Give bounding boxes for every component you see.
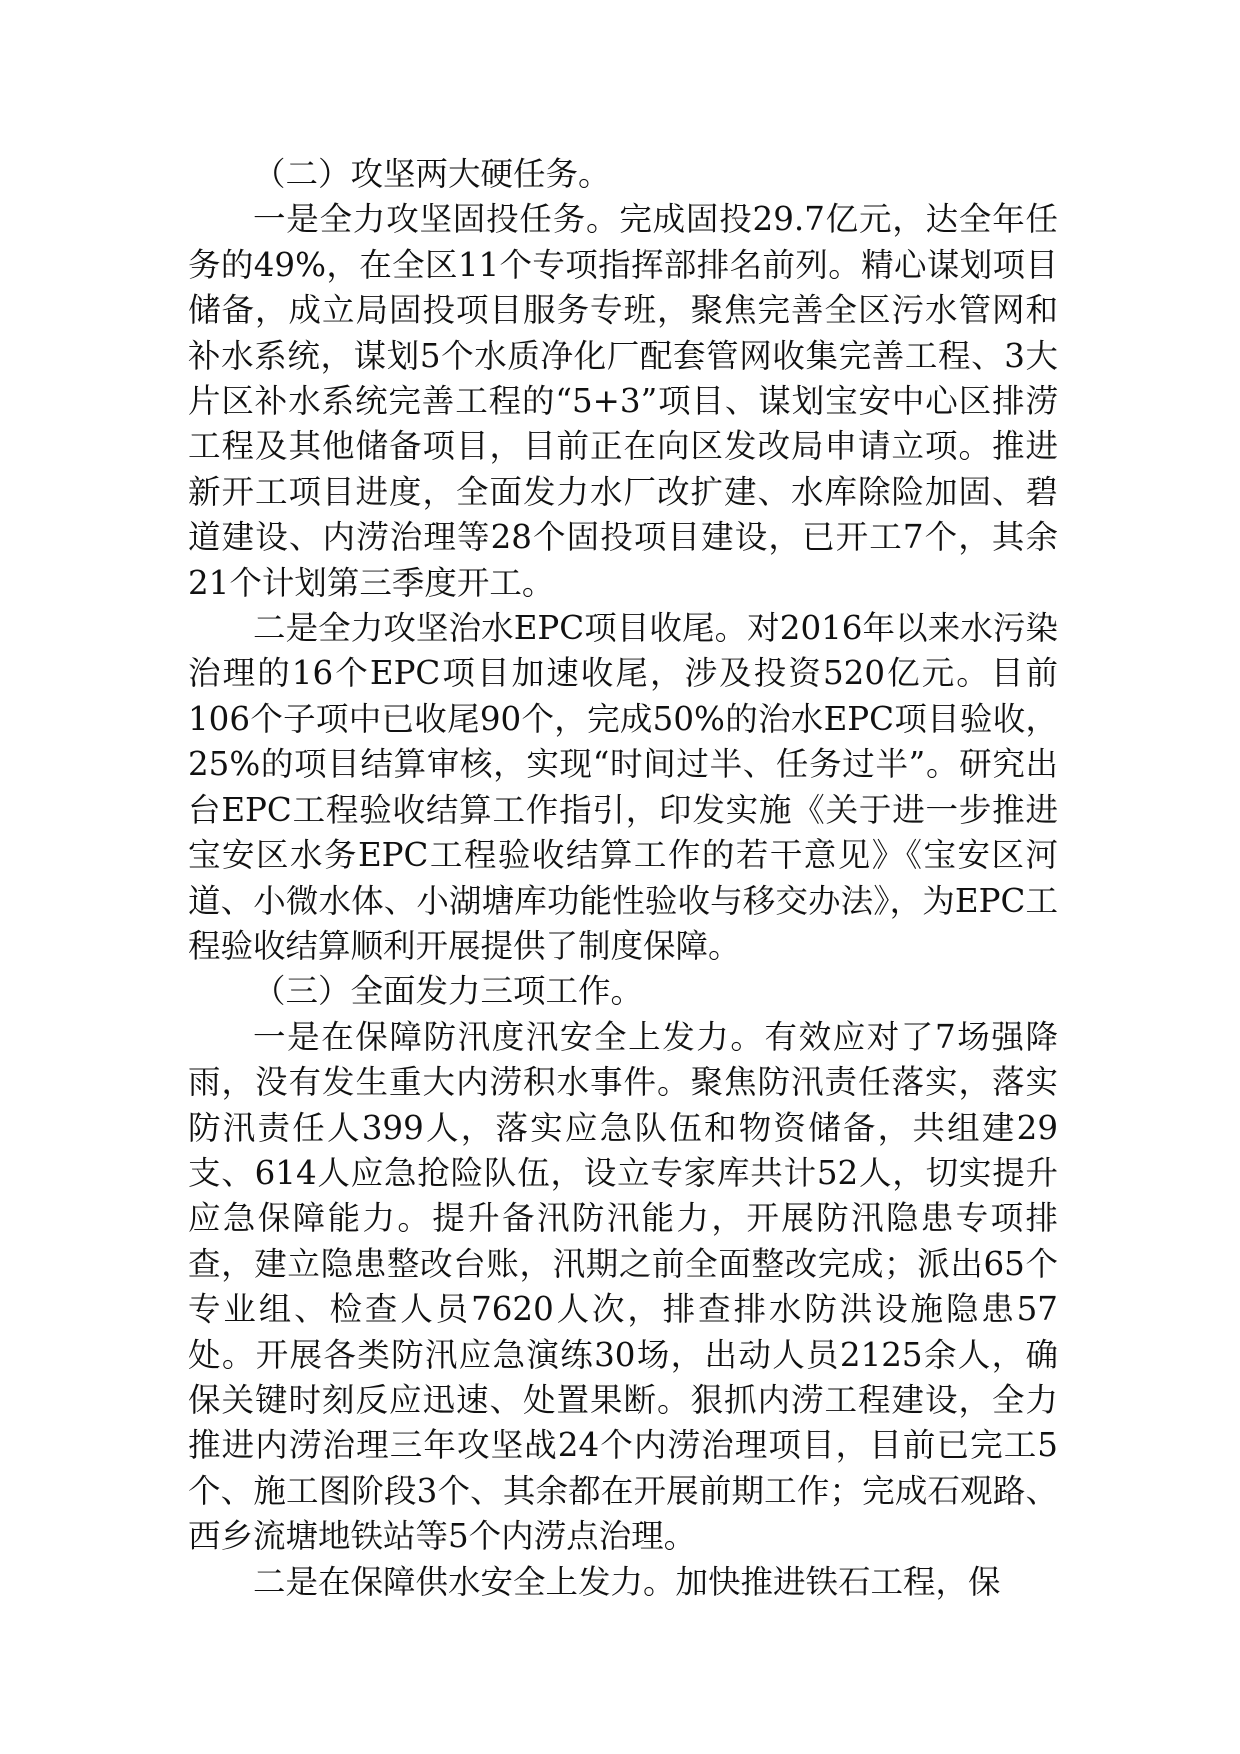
document-body [188, 152, 1058, 1605]
body-paragraph: 一是在保障防汛度汛安全上发力。有效应对了7场强降雨，没有发生重大内涝积水事件。聚焦防汛责任落实，落实防汛责任人399人，落实应急队伍和物资储备，共组建29支、614人应急抢险队伍，设立专家库共计52人，切实提升应急保障能力。提升备汛防汛能力，开展防汛隐患专项排查，建立隐患整改台账，汛期之前全面整改完成；派出65个专业组、检查人员7620人次，排查排水防洪设施隐患57处。开展各类防汛应急演练30场，出动人员2125余人，确保关键时刻反应迅速、处置果断。狠抓内涝工程建设，全力推进内涝治理三年攻坚战24个内涝治理项目，目前已完工5个、施工图阶段3个、其余都在开展前期工作；完成石观路、西乡流塘地铁站等5个内涝点治理。 [188, 1017, 1058, 1556]
section-heading: （二）攻坚两大硬任务。 [253, 155, 611, 193]
body-paragraph: 二是在保障供水安全上发力。加快推进铁石工程，保 [253, 1562, 1001, 1601]
section-heading: （三）全面发力三项工作。 [253, 972, 644, 1011]
body-paragraph: 二是全力攻坚治水EPC项目收尾。对2016年以来水污染治理的16个EPC项目加速收尾，涉及投资520亿元。目前106个子项中已收尾90个，完成50%的治水EPC项目验收，25%的项目结算审核，实现“时间过半、任务过半”。研究出台EPC工程验收结算工作指引，印发实施《关于进一步推进宝安区水务EPC工程验收结算工作的若干意见》《宝安区河道、小微水体、小湖塘库功能性验收与移交办法》，为EPC工程验收结算顺利开展提供了制度保障。 [188, 609, 1058, 965]
body-paragraph: 一是全力攻坚固投任务。完成固投29.7亿元，达全年任务的49%，在全区11个专项指挥部排名前列。精心谋划项目储备，成立局固投项目服务专班，聚焦完善全区污水管网和补水系统，谋划5个水质净化厂配套管网收集完善工程、3大片区补水系统完善工程的“5+3”项目、谋划宝安中心区排涝工程及其他储备项目，目前正在向区发改局申请立项。推进新开工项目进度，全面发力水厂改扩建、水库除险加固、碧道建设、内涝治理等28个固投项目建设，已开工7个，其余21个计划第三季度开工。 [188, 200, 1058, 602]
